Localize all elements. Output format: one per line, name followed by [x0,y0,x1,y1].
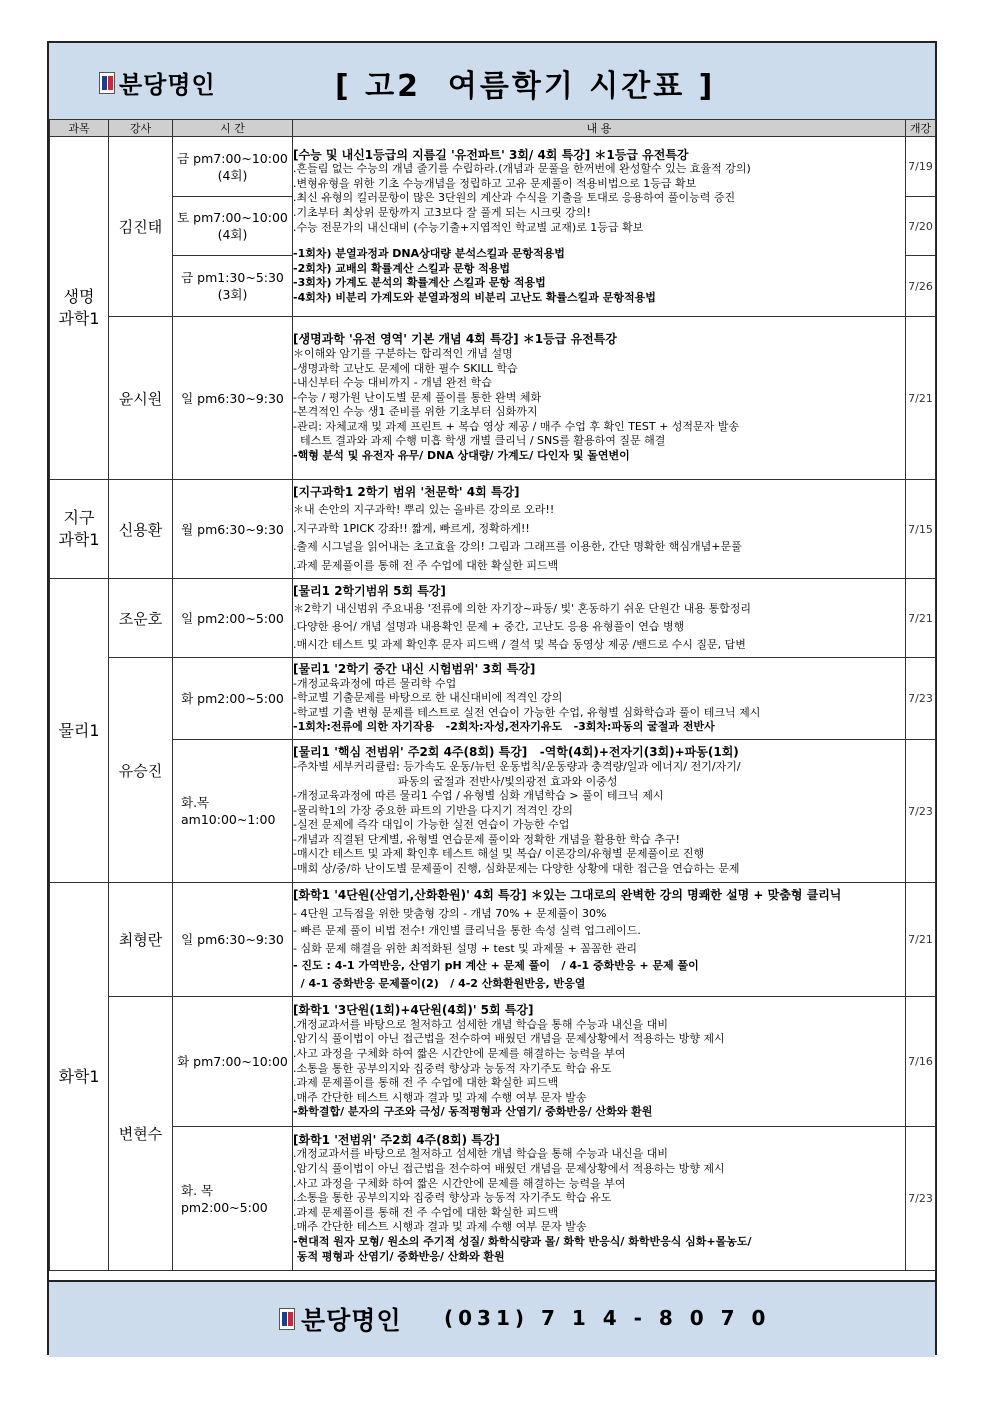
content-line: .최신 유형의 킬러문항이 많은 3단원의 계산과 수식을 기출을 토대로 응용하여 풀이능력 증진 [293,191,736,205]
column-header-start: 개강 [906,120,936,137]
content-line: -개정교육과정에 따른 물리학 수업 [293,676,457,690]
content-line: .출제 시그널을 읽어내는 초고효율 강의! 그림과 그래프를 이용한, 간단 명확한 핵심개념+문풀 [293,540,742,554]
content-line: - 심화 문제 해결을 위한 최적화된 설명 + test 및 과제물 + 꼼꼼한 관리 [293,941,638,955]
content-line: -3회차) 가계도 분석의 확률계산 스킬과 문항 적용법 [293,276,546,290]
content-line: .암기식 풀이법이 아닌 접근법을 전수하여 배웠던 개념을 문제상황에서 적용하는 방향 제시 [293,1162,725,1176]
time-cell [173,1127,293,1271]
content-line: 동적 평형과 산염기/ 중화반응/ 산화와 환원 [293,1249,505,1263]
content-line: -개정교육과정에 따른 물리1 수업 / 유형별 심화 개념학습 > 풀이 테크닉 제시 [293,789,664,803]
table-row [50,317,936,480]
course-heading: [화학1 '3단원(1회)+4단원(4회)' 5회 특강] [293,1003,534,1018]
header-banner [49,43,935,121]
subject-cell: 물리1 [50,579,109,883]
time-text: 화. 목 [181,1182,214,1198]
content-line: .매주 간단한 테스트 시행과 결과 및 과제 수행 여부 문자 발송 [293,1090,587,1104]
content-cell [293,883,906,997]
content-line: .지구과학 1PICK 강좌!! 짧게, 빠르게, 정확하게!! [293,521,530,535]
content-line: -핵형 분석 및 유전자 유무/ DNA 상대량/ 가계도/ 다인자 및 돌연변이 [293,449,630,463]
content-line: .과제 문제풀이를 통해 전 주 수업에 대한 확실한 피드백 [293,558,559,572]
teacher-cell: 신용환 [109,480,173,579]
table-row [50,658,936,740]
course-heading: [물리1 '2학기 중간 내신 시험범위' 3회 특강] [293,662,536,677]
content-line: -1회차:전류에 의한 자기작용 -2회차:자성,전자기유도 -3회차:파동의 굴절과 전반사 [293,720,715,734]
content-line: / 4-1 중화반응 문제풀이(2) / 4-2 산화환원반응, 반응열 [293,976,586,990]
table-row [50,480,936,579]
time-cell: 일 pm2:00~5:00 [173,579,293,658]
content-line: .다양한 용어/ 개념 설명과 내용확인 문제 + 중간, 고난도 응용 유형풀이 연습 병행 [293,620,685,633]
time-cell: 화 pm2:00~5:00 [173,658,293,740]
content-cell [293,579,906,658]
column-header-content: 내 용 [293,120,906,137]
content-line: 파동의 굴절과 전반사/빛의광전 효과와 이중성 [293,774,618,788]
session-count: (4회) [217,167,248,183]
content-line: -본격적인 수능 생1 준비를 위한 기초부터 심화까지 [293,405,538,419]
teacher-cell: 조운호 [109,579,173,658]
course-heading: [물리1 '핵심 전범위' 주2회 4주(8회) 특강] -역학(4회)+전자기(3회)+파동(1회) [293,745,739,760]
footer-academy-name: 분당명인 [301,1306,402,1335]
course-heading: [화학1 '4단원(산염기,산화환원)' 4회 특강] ＊있는 그대로의 완벽한 강의 명쾌한 설명 + 맞춤형 클리닉 [293,888,842,902]
start-date: 7/15 [906,480,936,579]
content-line: .매시간 테스트 및 과제 확인후 문자 피드백 / 결석 및 복습 동영상 제공 /밴드로 수시 질문, 답변 [293,638,746,651]
academy-logo-icon [279,1308,295,1330]
content-line: -매회 상/중/하 난이도별 문제풀이 진행, 심화문제는 다양한 상황에 대한 접근을 연습하는 문제 [293,862,740,876]
content-line: .흔들림 없는 수능의 개념 줄기를 수립하라.(개념과 문풀을 한꺼번에 완성할수 있는 효율적 강의) [293,162,751,176]
content-line: -물리학1의 가장 중요한 파트의 기반을 다지기 적격인 강의 [293,803,573,817]
subject-cell: 생명 과학1 [50,137,109,480]
teacher-cell: 윤시원 [109,317,173,480]
schedule-table [49,119,936,1271]
content-line: -수능 / 평가원 난이도별 문제 풀이를 통한 완벽 체화 [293,390,542,404]
content-line: -관리: 자체교재 및 과제 프린트 + 복습 영상 제공 / 매주 수업 후 확인 TEST + 성적문자 발송 [293,419,740,433]
table-row [50,740,936,883]
subject-cell: 지구 과학1 [50,480,109,579]
table-row [50,1127,936,1271]
content-line: -화학결합/ 분자의 구조와 극성/ 동적평형과 산염기/ 중화반응/ 산화와 환원 [293,1105,653,1119]
academy-name: 분당명인 [119,71,216,99]
content-line: -실전 문제에 즉각 대입이 가능한 실전 연습이 가능한 수업 [293,818,570,832]
time-text: pm2:00~5:00 [181,1199,268,1215]
content-cell [293,137,906,317]
content-line: .과제 문제풀이를 통해 전 주 수업에 대한 확실한 피드백 [293,1205,559,1219]
table-row [50,997,936,1127]
teacher-cell: 최형란 [109,883,173,997]
time-cell [173,256,293,317]
content-line: -주차별 세부커리큘럼: 등가속도 운동/뉴턴 운동법칙/운동량과 충격량/일과 에너지/ 전기/자기/ [293,759,741,773]
content-cell [293,317,906,480]
table-row [50,883,936,997]
content-line: - 빠른 문제 풀이 비법 전수! 개인별 클리닉을 통한 속성 실력 업그레이드. [293,924,641,937]
start-date: 7/23 [906,658,936,740]
table-row [50,137,936,197]
footer-phone: (031) 7 1 4 - 8 0 7 0 [444,1306,771,1330]
content-line: .암기식 풀이법이 아닌 접근법을 전수하여 배웠던 개념을 문제상황에서 적용하는 방향 제시 [293,1032,725,1046]
start-date: 7/23 [906,740,936,883]
time-cell: 일 pm6:30~9:30 [173,883,293,997]
content-line: .기초부터 최상위 문항까지 고3보다 잘 풀게 되는 시크릿 강의! [293,205,591,219]
content-line: -생명과학 고난도 문제에 대한 필수 SKILL 학습 [293,361,518,375]
course-heading: [지구과학1 2학기 범위 '천문학' 4회 특강] [293,484,520,499]
course-heading: [생명과학 '유전 영역' 기본 개념 4회 특강] ＊1등급 유전특강 [293,332,617,347]
page-title: [ 고2 여름학기 시간표 ] [335,69,716,104]
content-line: .개정교과서를 바탕으로 철저하고 섬세한 개념 학습을 통해 수능과 내신을 대비 [293,1017,668,1031]
time-text: 화.목 [181,795,210,810]
content-line: -학교별 기출문제를 바탕으로 한 내신대비에 적격인 강의 [293,691,563,705]
session-count: (4회) [217,227,248,242]
content-cell [293,740,906,883]
content-line: .사고 과정을 구체화 하여 짧은 시간안에 문제를 해결하는 능력을 부여 [293,1046,626,1060]
column-header-subject: 과목 [50,120,109,137]
content-cell [293,658,906,740]
time-cell: 화 pm7:00~10:00 [173,997,293,1127]
time-cell: 일 pm6:30~9:30 [173,317,293,480]
academy-logo-icon [99,72,115,94]
content-line: .과제 문제풀이를 통해 전 주 수업에 대한 확실한 피드백 [293,1076,559,1090]
content-line: 테스트 결과와 과제 수행 미흡 학생 개별 클리닉 / SNS를 활용하여 질문 해결 [293,434,666,448]
timetable-page [47,41,937,1355]
start-date: 7/21 [906,317,936,480]
content-cell [293,997,906,1127]
column-header-time: 시 간 [173,120,293,137]
teacher-cell: 유승진 [109,658,173,883]
content-line: .소통을 통한 공부의지와 집중력 향상과 능동적 자기주도 학습 유도 [293,1191,612,1205]
footer-banner [49,1280,935,1357]
content-line: .수능 전문가의 내신대비 (수능기출+지엽적인 학교별 교재)로 1등급 확보 [293,220,644,234]
content-line: - 4단원 고득점을 위한 맞춤형 강의 - 개념 70% + 문제풀이 30% [293,906,607,920]
start-date: 7/23 [906,1127,936,1271]
course-heading: [화학1 '전범위' 주2회 4주(8회) 특강] [293,1132,500,1147]
time-cell [173,740,293,883]
time-cell: 월 pm6:30~9:30 [173,480,293,579]
content-line: -개념과 직결된 단계별, 유형별 연습문제 풀이와 정확한 개념을 활용한 학습 추구! [293,832,680,846]
time-text: 금 pm1:30~5:30 [181,270,284,285]
content-line: - 진도 : 4-1 가역반응, 산염기 pH 계산 + 문제 풀이 / 4-1 중화반응 + 문제 풀이 [293,959,699,972]
teacher-cell: 변현수 [109,997,173,1271]
content-line: .매주 간단한 테스트 시행과 결과 및 과제 수행 여부 문자 발송 [293,1220,587,1234]
content-line: -학교별 기출 변형 문제를 테스트로 실전 연습이 가능한 수업, 유형별 심화학습과 풀이 테크닉 제시 [293,705,761,719]
column-header-teacher: 강사 [109,120,173,137]
content-line: ＊이해와 암기를 구분하는 합리적인 개념 설명 [293,346,513,360]
start-date: 7/21 [906,579,936,658]
subject-cell: 화학1 [50,883,109,1271]
content-line: .개정교과서를 바탕으로 철저하고 섬세한 개념 학습을 통해 수능과 내신을 대비 [293,1147,668,1161]
table-row [50,579,936,658]
table-header-row [50,120,936,137]
session-count: (3회) [217,287,248,302]
content-line: -1회차) 분열과정과 DNA상대량 분석스킬과 문항적용법 [293,247,565,261]
content-line: .사고 과정을 구체화 하여 짧은 시간안에 문제를 해결하는 능력을 부여 [293,1176,626,1190]
time-text: am10:00~1:00 [181,812,276,827]
start-date: 7/20 [906,197,936,256]
content-line: -매시간 테스트 및 과제 확인후 테스트 해설 및 복습/ 이론강의/유형별 문제풀이로 진행 [293,847,705,861]
start-date: 7/19 [906,137,936,197]
start-date: 7/16 [906,997,936,1127]
content-line: -4회차) 비분리 가계도와 분열과정의 비분리 고난도 확률스킬과 문항적용법 [293,290,656,304]
content-cell [293,1127,906,1271]
time-cell [173,137,293,197]
content-line: ＊내 손안의 지구과학! 뿌리 있는 올바른 강의로 오라!! [293,503,555,517]
course-heading: [물리1 2학기범위 5회 특강] [293,584,446,598]
content-cell [293,480,906,579]
time-text: 금 pm7:00~10:00 [177,150,288,166]
content-line: .소통을 통한 공부의지와 집중력 향상과 능동적 자기주도 학습 유도 [293,1061,612,1075]
content-line: -2회차) 교배의 확률계산 스킬과 문항 적용법 [293,261,511,275]
time-cell [173,197,293,256]
start-date: 7/26 [906,256,936,317]
content-line: -현대적 원자 모형/ 원소의 주기적 성질/ 화학식량과 몰/ 화학 반응식/ 화학반응식 심화+몰농도/ [293,1234,752,1248]
content-line: -내신부터 수능 대비까지 - 개념 완전 학습 [293,376,492,390]
content-line: ＊2학기 내신범위 주요내용 '전류에 의한 자기장~파동/ 빛' 혼동하기 쉬운 단원간 내용 통합정리 [293,602,751,615]
course-heading: [수능 및 내신1등급의 지름길 '유전파트' 3회/ 4회 특강] ＊1등급 유전특강 [293,147,689,162]
time-text: 토 pm7:00~10:00 [177,210,288,225]
teacher-cell: 김진태 [109,137,173,317]
start-date: 7/21 [906,883,936,997]
content-line: .변형유형을 위한 기초 수능개념을 정립하고 고유 문제풀이 적용비법으로 1등급 확보 [293,176,697,190]
